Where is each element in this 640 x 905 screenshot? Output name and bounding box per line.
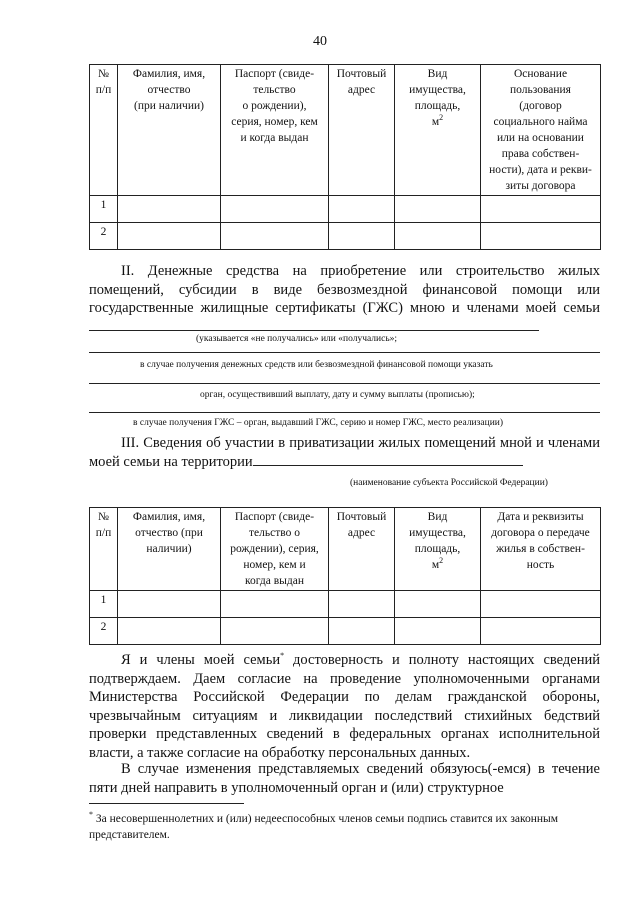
cell-address[interactable]: [329, 223, 395, 250]
consent-paragraph-1: Я и члены моей семьи* достоверность и полноту настоящих сведений подтверждаем. Даем согласие на проведение уполномоченными органами Министерства Российской Федерации по делам гражданской обороны, чрезвычайным ситуациям и ликвидации последствий стихийных бедствий проверки представленных сведений в федеральных органах исполнительной власти, а также согласие на обработку персональных данных.: [89, 651, 600, 761]
table-header-row: [90, 65, 601, 196]
housing-use-table: [89, 64, 601, 250]
cell-property-type[interactable]: [395, 591, 481, 618]
row-number: 1: [90, 591, 118, 618]
cell-full-name[interactable]: [118, 591, 221, 618]
row-number: 2: [90, 223, 118, 250]
table-row: [90, 223, 601, 250]
cell-address[interactable]: [329, 591, 395, 618]
cell-use-basis[interactable]: [481, 223, 601, 250]
section-3-hint: (наименование субъекта Российской Федерации): [350, 478, 548, 488]
header-property-type: Вид имущества, площадь, $м^2$: [395, 508, 481, 591]
footnote-divider: [89, 803, 244, 804]
header-property-type: Вид имущества, площадь, $м^2$: [395, 65, 481, 196]
section-2-hint-2: в случае получения денежных средств или безвозмездной финансовой помощи указать: [140, 360, 493, 370]
cell-passport[interactable]: [221, 591, 329, 618]
cell-full-name[interactable]: [118, 618, 221, 645]
privatization-table: [89, 507, 601, 645]
cell-passport[interactable]: [221, 618, 329, 645]
header-transfer-contract: Дата и реквизиты договора о передаче жилья в собствен- ность: [481, 508, 601, 591]
page-number: 40: [313, 34, 327, 49]
cell-use-basis[interactable]: [481, 196, 601, 223]
header-number: № п/п: [90, 508, 118, 591]
section-3-text: III. Сведения об участии в приватизации жилых помещений мной и членами моей семьи на территории: [89, 435, 600, 470]
header-number: № п/п: [90, 65, 118, 196]
cell-transfer-contract[interactable]: [481, 591, 601, 618]
section-2-fill-line[interactable]: [89, 318, 539, 331]
section-2-hint-3: орган, осуществивший выплату, дату и сумму выплаты (прописью);: [200, 390, 475, 400]
table-header-row: [90, 508, 601, 591]
row-number: 1: [90, 196, 118, 223]
header-passport: Паспорт (свиде- тельство о рождении), серия, номер, кем и когда выдан: [221, 65, 329, 196]
section-2-line-3[interactable]: [89, 383, 600, 384]
header-address: Почтовый адрес: [329, 65, 395, 196]
header-full-name: Фамилия, имя, отчество (при наличии): [118, 508, 221, 591]
section-2-hint-1: (указывается «не получались» или «получались»;: [196, 334, 398, 344]
section-3-fill-line[interactable]: [253, 453, 523, 466]
header-use-basis: Основание пользования (договор социального найма или на основании права собствен- ности), дата и рекви- зиты договора: [481, 65, 601, 196]
section-2-text: II. Денежные средства на приобретение или строительство жилых помещений, субсидии в виде безвозмездной финансовой помощи или государственные жилищные сертификаты (ГЖС) мною и членами моей семьи: [89, 262, 600, 336]
table-row: [90, 618, 601, 645]
section-2-line-2[interactable]: [89, 352, 600, 353]
table-row: [90, 196, 601, 223]
cell-passport[interactable]: [221, 196, 329, 223]
header-passport: Паспорт (свиде- тельство о рождении), серия, номер, кем и когда выдан: [221, 508, 329, 591]
header-address: Почтовый адрес: [329, 508, 395, 591]
cell-transfer-contract[interactable]: [481, 618, 601, 645]
cell-passport[interactable]: [221, 223, 329, 250]
footnote: * За несовершеннолетних и (или) недееспособных членов семьи подпись ставится их законным представителем.: [89, 810, 559, 841]
header-full-name: Фамилия, имя, отчество (при наличии): [118, 65, 221, 196]
cell-property-type[interactable]: [395, 618, 481, 645]
section-2-hint-4: в случае получения ГЖС – орган, выдавший ГЖС, серию и номер ГЖС, место реализации): [133, 418, 504, 428]
consent-paragraph-2: В случае изменения представляемых сведений обязуюсь(-емся) в течение пяти дней направить в уполномоченный орган и (или) структурное: [89, 761, 600, 796]
section-2-line-4[interactable]: [89, 412, 600, 413]
cell-property-type[interactable]: [395, 223, 481, 250]
cell-address[interactable]: [329, 196, 395, 223]
cell-address[interactable]: [329, 618, 395, 645]
cell-full-name[interactable]: [118, 223, 221, 250]
table-row: [90, 591, 601, 618]
row-number: 2: [90, 618, 118, 645]
cell-full-name[interactable]: [118, 196, 221, 223]
cell-property-type[interactable]: [395, 196, 481, 223]
